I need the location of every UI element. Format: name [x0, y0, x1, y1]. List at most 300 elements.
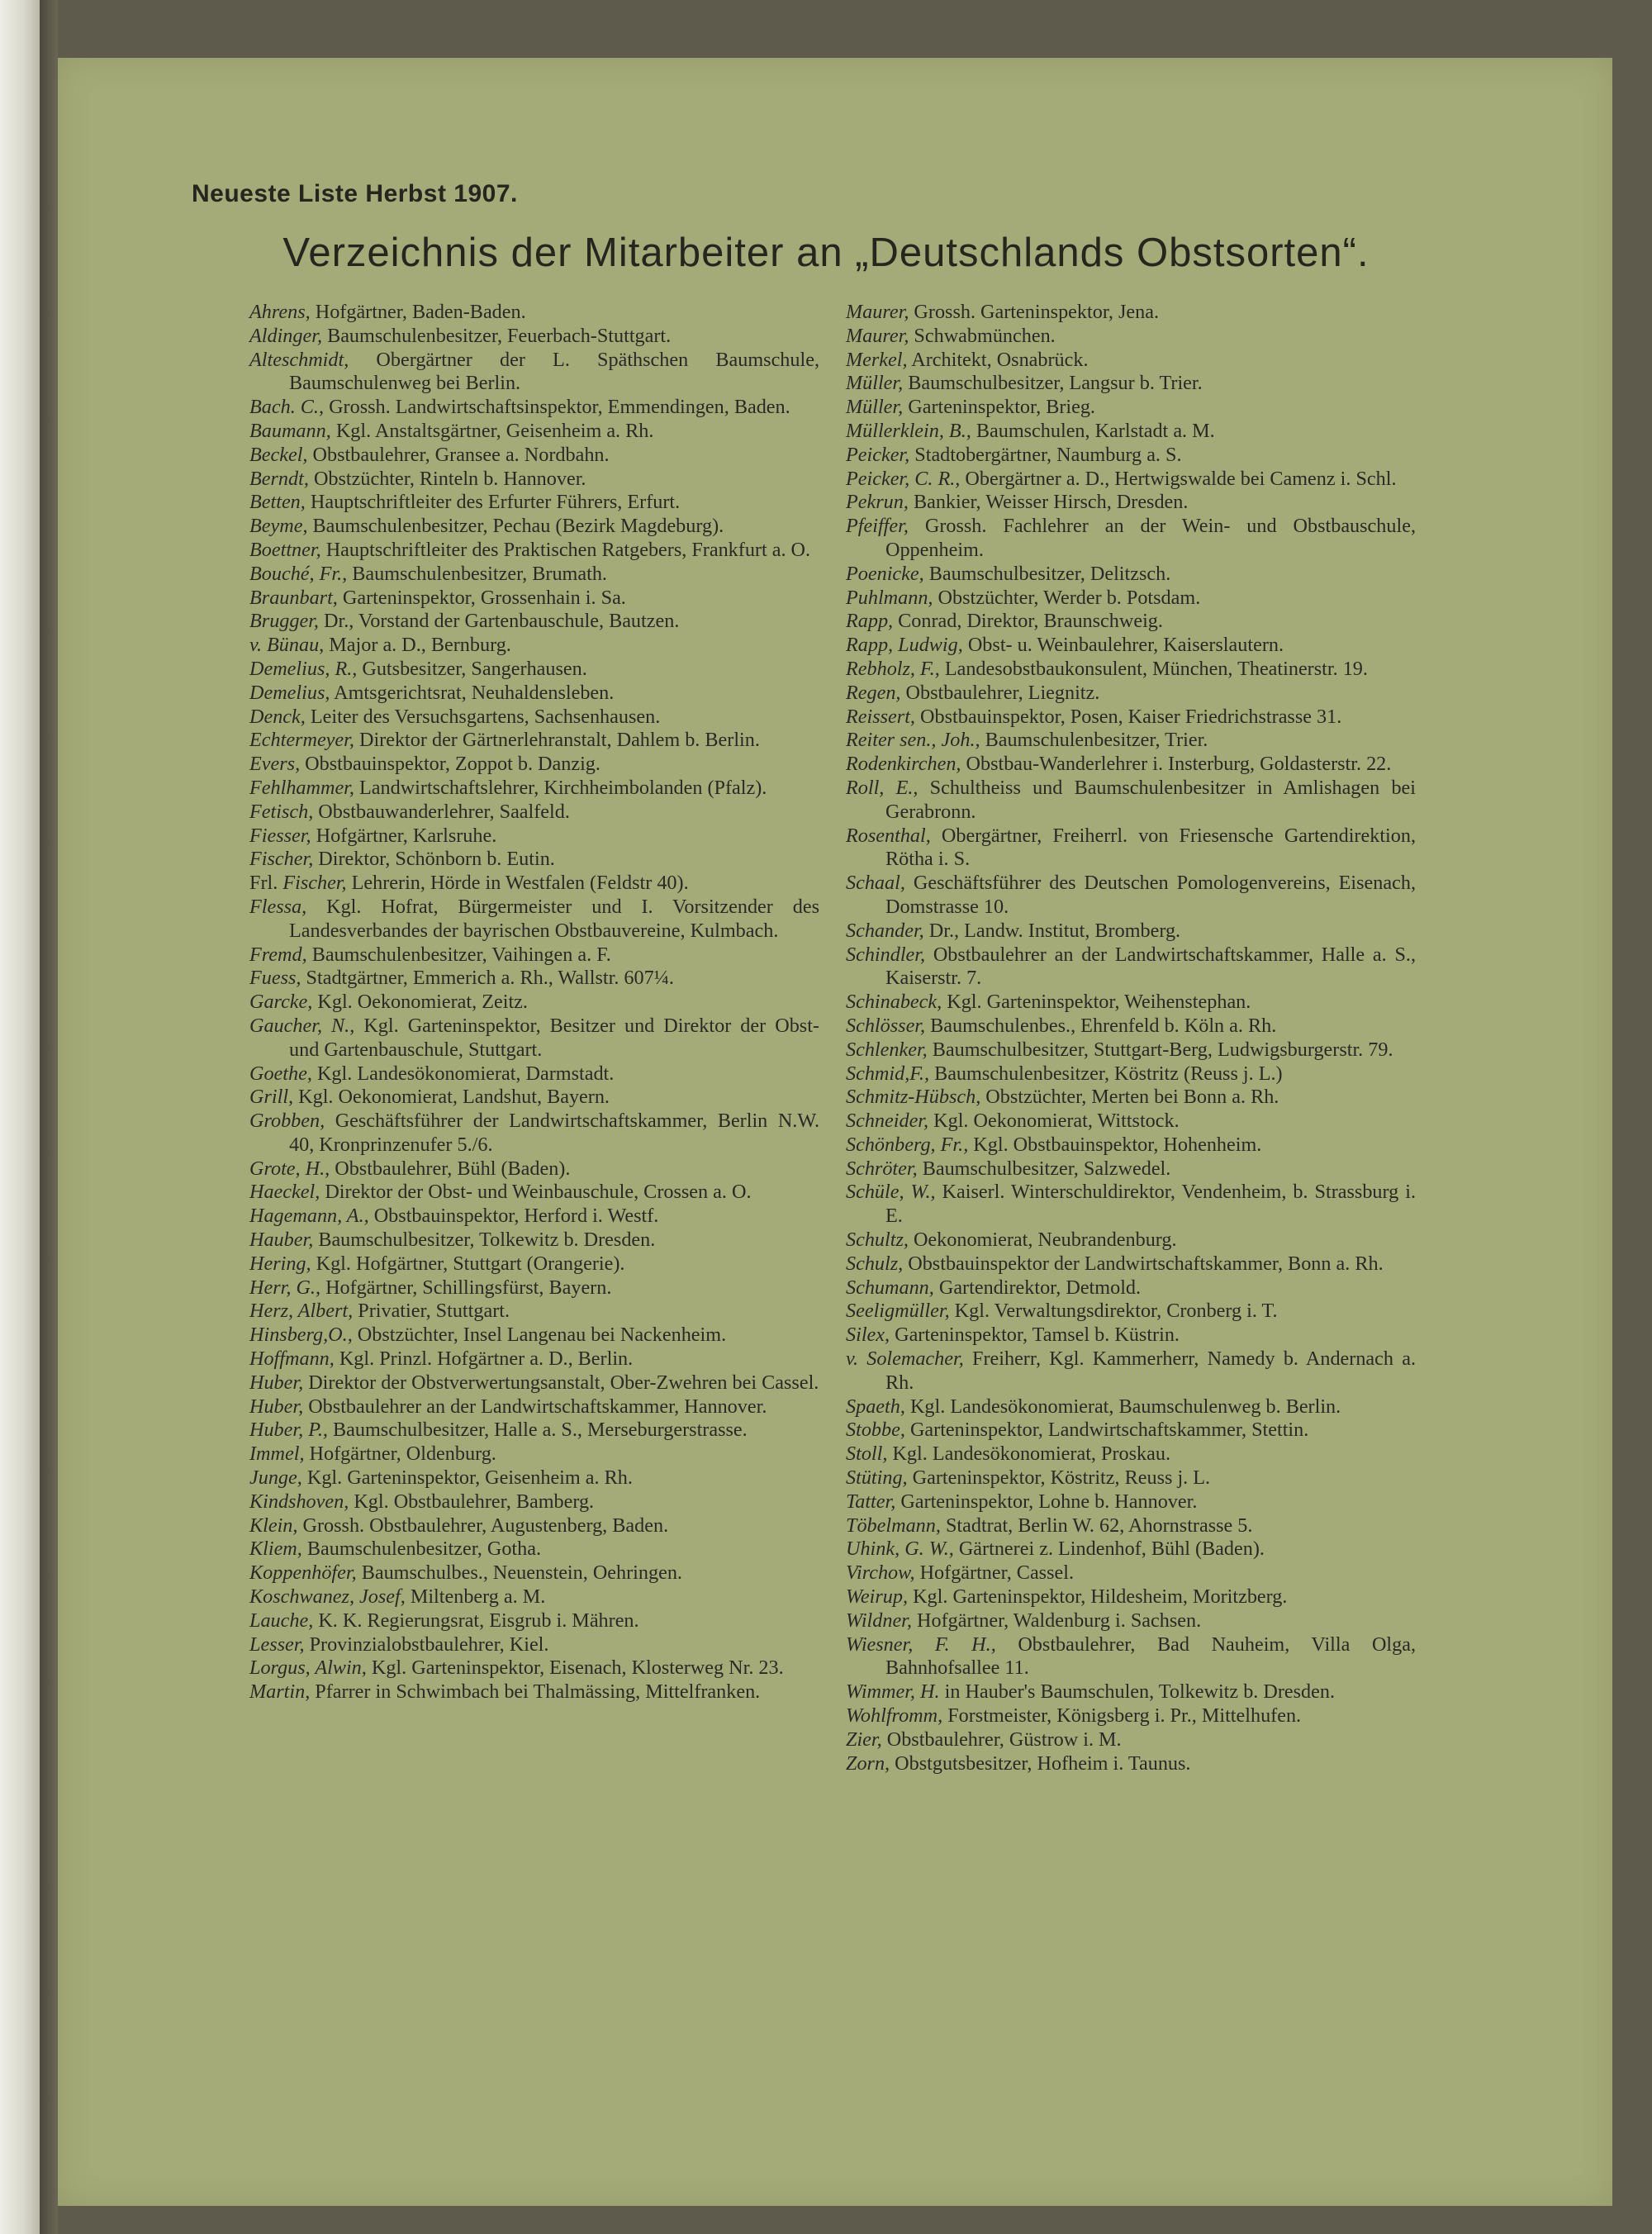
entry-name: Schneider,	[846, 1110, 929, 1133]
entry-details: Obstbauinspektor, Herford i. Westf.	[368, 1205, 659, 1228]
entry-details: Kgl. Oekonomierat, Wittstock.	[928, 1110, 1180, 1133]
left-column	[249, 301, 819, 1704]
entry-name: Maurer,	[846, 301, 909, 323]
list-item	[846, 372, 1416, 396]
list-item	[846, 872, 1416, 920]
list-item	[846, 1704, 1416, 1728]
entry-name: Schlösser,	[846, 1014, 926, 1037]
entry-name: Wohlfromm,	[846, 1704, 943, 1728]
list-item	[249, 848, 819, 872]
entry-name: Beckel,	[249, 443, 308, 466]
entry-details: Kgl. Anstaltsgärtner, Geisenheim a. Rh.	[330, 419, 654, 442]
entry-details: Baumschulbesitzer, Halle a. S., Merseburgerstrasse.	[327, 1419, 748, 1442]
entry-name: Haeckel,	[249, 1181, 320, 1204]
entry-name: Lauche,	[249, 1609, 314, 1632]
entry-details: Forstmeister, Königsberg i. Pr., Mittelhufen.	[942, 1704, 1302, 1728]
entry-name: Rapp, Ludwig,	[846, 634, 963, 657]
entry-details: Grossh. Garteninspektor, Jena.	[909, 301, 1160, 323]
entry-details: Grossh. Obstbaulehrer, Augustenberg, Baden.	[297, 1514, 669, 1537]
list-item	[846, 825, 1416, 872]
list-item	[249, 444, 819, 468]
list-item	[249, 658, 819, 682]
entry-name: Schander,	[846, 919, 924, 942]
entry-details: Baumschulenbesitzer, Trier.	[980, 729, 1208, 752]
entry-name: Schönberg, Fr.,	[846, 1133, 969, 1156]
list-item	[249, 468, 819, 492]
list-item	[846, 1752, 1416, 1776]
list-item	[846, 944, 1416, 991]
entry-name: Schlenker,	[846, 1038, 928, 1061]
entry-details: Geschäftsführer des Deutschen Pomologenvereins, Eisenach, Domstrasse 10.	[885, 872, 1416, 918]
list-item	[249, 1419, 819, 1443]
entry-name: Rebholz, F.,	[846, 657, 940, 680]
list-item	[846, 301, 1416, 325]
entry-name: Schulz,	[846, 1252, 904, 1275]
entry-details: Dr., Vorstand der Gartenbauschule, Bautzen.	[318, 610, 680, 633]
list-item	[249, 1680, 819, 1704]
entry-name: Denck,	[249, 705, 306, 728]
entry-name: Echtermeyer,	[249, 729, 354, 752]
entry-details: Garteninspektor, Brieg.	[903, 396, 1095, 419]
entry-details: Obstgutsbesitzer, Hofheim i. Taunus.	[890, 1752, 1191, 1775]
entry-name: Martin,	[249, 1680, 311, 1704]
list-item	[249, 1062, 819, 1086]
entry-name: Lorgus, Alwin,	[249, 1656, 367, 1680]
entry-name: Wiesner, F. H.,	[846, 1633, 996, 1656]
entry-name: Huber,	[249, 1395, 304, 1418]
entry-name: v. Solemacher,	[846, 1348, 964, 1371]
list-item	[846, 1419, 1416, 1443]
entry-name: Hoffmann,	[249, 1348, 335, 1371]
entry-name: Peicker,	[846, 443, 910, 466]
entry-details: Kgl. Garteninspektor, Besitzer und Direktor der Obst- und Gartenbauschule, Stuttgart.	[289, 1014, 819, 1061]
entry-name: Garcke,	[249, 991, 313, 1014]
entry-name: Poenicke,	[846, 562, 924, 585]
entry-details: Stadtgärtner, Emmerich a. Rh., Wallstr. 607¼.	[301, 967, 674, 990]
list-item	[249, 682, 819, 706]
entry-details: Provinzialobstbaulehrer, Kiel.	[304, 1633, 549, 1656]
entry-name: Demelius,	[249, 681, 330, 704]
entry-details: Hofgärtner, Oldenburg.	[304, 1443, 496, 1466]
entry-details: Obstbaulehrer an der Landwirtschaftskammer, Halle a. S., Kaiserstr. 7.	[885, 943, 1416, 990]
entry-name: Pfeiffer,	[846, 515, 909, 538]
entry-details: Gärtnerei z. Lindenhof, Bühl (Baden).	[953, 1538, 1265, 1561]
list-item	[249, 706, 819, 730]
entry-details: Kgl. Oekonomierat, Zeitz.	[312, 991, 528, 1014]
list-item	[846, 1680, 1416, 1704]
entry-name: Pekrun,	[846, 491, 909, 514]
entry-name: Schultz,	[846, 1229, 909, 1252]
list-item	[846, 1490, 1416, 1514]
list-item	[846, 634, 1416, 658]
entry-name: Fischer,	[282, 872, 347, 895]
entry-name: Roll, E.,	[846, 776, 919, 799]
entry-details: Kgl. Obstbaulehrer, Bamberg.	[349, 1490, 595, 1513]
page-title: Verzeichnis der Mitarbeiter an „Deutschlands Obstsorten“.	[282, 231, 1370, 275]
entry-name: Huber,	[249, 1371, 304, 1394]
list-item	[249, 1395, 819, 1419]
entry-details: Kgl. Garteninspektor, Hildesheim, Moritzberg.	[908, 1585, 1288, 1609]
list-item	[249, 872, 819, 896]
entry-name: Silex,	[846, 1324, 890, 1347]
entry-details: Baumschulenbes., Ehrenfeld b. Köln a. Rh.	[925, 1014, 1277, 1037]
entry-details: Landwirtschaftslehrer, Kirchheimbolanden (Pfalz).	[354, 776, 767, 799]
entry-name: Grill,	[249, 1086, 294, 1109]
entry-name: Grote, H.,	[249, 1157, 330, 1180]
entry-details: Obergärtner a. D., Hertwigswalde bei Camenz i. Schl.	[960, 467, 1397, 490]
list-item	[249, 1157, 819, 1181]
entry-details: Hauptschriftleiter des Praktischen Ratgebers, Frankfurt a. O.	[320, 538, 811, 561]
list-item	[249, 1110, 819, 1157]
list-item	[249, 1181, 819, 1205]
entry-details: Baumschulenbesitzer, Köstritz (Reuss j. L.)	[929, 1062, 1283, 1085]
list-item	[249, 1229, 819, 1252]
entry-details: Obstbauwanderlehrer, Saalfeld.	[313, 800, 570, 823]
entry-details: Freiherr, Kgl. Kammerherr, Namedy b. Andernach a. Rh.	[885, 1348, 1416, 1394]
list-item	[846, 682, 1416, 706]
list-item	[846, 1086, 1416, 1110]
list-item	[846, 1252, 1416, 1276]
list-item	[249, 777, 819, 801]
entry-details: Lehrerin, Hörde in Westfalen (Feldstr 40).	[346, 872, 689, 895]
entry-details: Direktor der Gärtnerlehranstalt, Dahlem b. Berlin.	[354, 729, 760, 752]
entry-details: Kaiserl. Winterschuldirektor, Vendenheim, b. Strassburg i. E.	[885, 1181, 1416, 1228]
entry-details: Baumschulbes., Neuenstein, Oehringen.	[356, 1561, 682, 1585]
list-item	[249, 825, 819, 848]
entry-name: Reissert,	[846, 705, 915, 728]
entry-name: Goethe,	[249, 1062, 312, 1085]
entry-name: Gaucher, N.,	[249, 1014, 355, 1037]
entry-details: Hofgärtner, Schillingsfürst, Bayern.	[320, 1276, 612, 1299]
entry-name: Schmid,F.,	[846, 1062, 930, 1085]
entry-details: Garteninspektor, Grossenhain i. Sa.	[337, 586, 626, 609]
list-item	[249, 967, 819, 991]
entry-name: Ahrens,	[249, 301, 311, 323]
list-item	[249, 1466, 819, 1490]
entry-name: Peicker, C. R.,	[846, 467, 961, 490]
list-item	[846, 658, 1416, 682]
entry-details: Kgl. Hofgärtner, Stuttgart (Orangerie).	[311, 1252, 625, 1275]
list-item	[846, 1229, 1416, 1252]
entry-details: Baumschulbesitzer, Langsur b. Trier.	[903, 372, 1203, 395]
entry-details: Obstbau-Wanderlehrer i. Insterburg, Goldasterstr. 22.	[961, 753, 1392, 776]
entry-details: Landesobstbaukonsulent, München, Theatinerstr. 19.	[939, 657, 1368, 680]
entry-details: Kgl. Verwaltungsdirektor, Cronberg i. T.	[949, 1300, 1278, 1323]
list-item	[846, 396, 1416, 420]
entry-name: Zier,	[846, 1728, 882, 1751]
entry-name: Stobbe,	[846, 1419, 905, 1442]
entry-details: Garteninspektor, Tamsel b. Küstrin.	[890, 1324, 1180, 1347]
list-item	[846, 1585, 1416, 1609]
entry-name: Bach. C.,	[249, 396, 325, 419]
list-item	[249, 420, 819, 444]
list-item	[249, 801, 819, 825]
entry-details: Kgl. Garteninspektor, Geisenheim a. Rh.	[301, 1466, 633, 1490]
list-item	[846, 349, 1416, 373]
entry-name: Müllerklein, B.,	[846, 419, 971, 442]
entry-details: Obstbaulehrer, Bühl (Baden).	[330, 1157, 571, 1180]
entry-details: Kgl. Prinzl. Hofgärtner a. D., Berlin.	[334, 1348, 634, 1371]
entry-details: Direktor der Obstverwertungsanstalt, Ober-Zwehren bei Cassel.	[303, 1371, 819, 1394]
list-item	[249, 1086, 819, 1110]
list-item	[846, 1300, 1416, 1324]
entry-details: Hofgärtner, Waldenburg i. Sachsen.	[911, 1609, 1202, 1632]
list-item	[846, 1157, 1416, 1181]
entry-name: Brugger,	[249, 610, 319, 633]
entry-details: Obstbaulehrer, Liegnitz.	[900, 681, 1100, 704]
book-binding-edge	[0, 0, 40, 2234]
entry-name: Schröter,	[846, 1157, 918, 1180]
list-item	[846, 1561, 1416, 1585]
list-item	[846, 1181, 1416, 1229]
list-item	[249, 1276, 819, 1300]
list-item	[846, 729, 1416, 753]
entry-details: Obstbauinspektor, Zoppot b. Danzig.	[300, 753, 601, 776]
entry-details: Gutsbesitzer, Sangerhausen.	[357, 657, 587, 680]
list-item	[846, 587, 1416, 611]
entry-name: Hering,	[249, 1252, 311, 1275]
entry-name: Schumann,	[846, 1276, 934, 1299]
entry-details: Hofgärtner, Baden-Baden.	[310, 301, 526, 323]
list-item	[846, 468, 1416, 492]
entry-details: Baumschulen, Karlstadt a. M.	[971, 419, 1215, 442]
entry-details: Baumschulbesitzer, Stuttgart-Berg, Ludwigsburgerstr. 79.	[927, 1038, 1393, 1061]
entry-name: Töbelmann,	[846, 1514, 941, 1537]
entry-details: Leiter des Versuchsgartens, Sachsenhausen.	[305, 705, 661, 728]
entry-details: Kgl. Landesökonomierat, Proskau.	[887, 1443, 1170, 1466]
entry-name: v. Bünau,	[249, 634, 325, 657]
entry-details: Obstbaulehrer an der Landwirtschaftskammer, Hannover.	[303, 1395, 767, 1418]
entry-name: Baumann,	[249, 419, 331, 442]
list-item	[846, 420, 1416, 444]
right-column	[846, 301, 1416, 1775]
entry-name: Boettner,	[249, 538, 321, 561]
entry-name: Virchow,	[846, 1561, 915, 1585]
entry-details: Obstbauinspektor, Posen, Kaiser Friedrichstrasse 31.	[914, 705, 1342, 728]
entry-name: Müller,	[846, 396, 904, 419]
entry-name: Fetisch,	[249, 800, 314, 823]
entry-details: Kgl. Landesökonomierat, Darmstadt.	[311, 1062, 615, 1085]
entry-name: Fremd,	[249, 943, 307, 966]
list-item	[249, 610, 819, 634]
entry-details: Grossh. Fachlehrer an der Wein- und Obstbauschule, Oppenheim.	[885, 515, 1416, 561]
entry-details: Obstzüchter, Merten bei Bonn a. Rh.	[980, 1086, 1279, 1109]
list-item	[249, 491, 819, 515]
entry-name: Müller,	[846, 372, 904, 395]
list-item	[846, 1062, 1416, 1086]
list-item	[846, 991, 1416, 1015]
entry-details: Baumschulenbesitzer, Brumath.	[347, 562, 607, 585]
entry-details: Stadtrat, Berlin W. 62, Ahornstrasse 5.	[940, 1514, 1253, 1537]
list-item	[846, 1348, 1416, 1395]
list-item	[846, 1039, 1416, 1062]
list-item	[846, 563, 1416, 587]
entry-details: Kgl. Obstbauinspektor, Hohenheim.	[968, 1133, 1262, 1156]
entry-details: Obstbaulehrer, Bad Nauheim, Villa Olga, Bahnhofsallee 11.	[885, 1633, 1417, 1680]
entry-name: Betten,	[249, 491, 306, 514]
list-item	[249, 1609, 819, 1633]
entry-details: Kgl. Hofrat, Bürgermeister und I. Vorsitzender des Landesverbandes der bayrischen Obstbauvereine, Kulmbach.	[289, 895, 819, 942]
list-item	[249, 1252, 819, 1276]
entry-name: Tatter,	[846, 1490, 896, 1513]
entry-name: Reiter sen., Joh.,	[846, 729, 980, 752]
list-item	[249, 1443, 819, 1466]
entry-name: Rapp,	[846, 610, 894, 633]
list-item	[249, 753, 819, 777]
list-item	[249, 301, 819, 325]
entry-name: Puhlmann,	[846, 586, 933, 609]
list-item	[249, 991, 819, 1015]
entry-name: Schüle, W.,	[846, 1181, 936, 1204]
entry-details: Baumschulenbesitzer, Vaihingen a. F.	[306, 943, 611, 966]
entry-details: Obstbaulehrer, Güstrow i. M.	[881, 1728, 1122, 1751]
list-item	[249, 396, 819, 420]
list-item	[846, 1466, 1416, 1490]
entry-details: Obstzüchter, Rinteln b. Hannover.	[308, 467, 586, 490]
binding-shadow	[40, 0, 58, 2234]
entry-details: Baumschulenbesitzer, Gotha.	[301, 1538, 542, 1561]
entry-details: Schultheiss und Baumschulenbesitzer in Amlishagen bei Gerabronn.	[885, 776, 1416, 823]
entry-details: Hauptschriftleiter des Erfurter Führers, Erfurt.	[305, 491, 681, 514]
list-item	[249, 1490, 819, 1514]
list-item	[846, 1443, 1416, 1466]
entry-details: Direktor, Schönborn b. Eutin.	[313, 848, 555, 871]
entry-details: K. K. Regierungsrat, Eisgrub i. Mähren.	[313, 1609, 639, 1632]
entry-details: Obstbaulehrer, Gransee a. Nordbahn.	[307, 443, 610, 466]
entry-details: Miltenberg a. M.	[405, 1585, 546, 1609]
entry-details: Architekt, Osnabrück.	[907, 348, 1089, 371]
list-item	[249, 944, 819, 967]
entry-name: Bouché, Fr.,	[249, 562, 348, 585]
list-item	[846, 777, 1416, 825]
list-item	[846, 1514, 1416, 1538]
entry-name: Beyme,	[249, 515, 308, 538]
list-item	[249, 1633, 819, 1657]
entry-name: Demelius, R.,	[249, 657, 358, 680]
entry-name: Seeligmüller,	[846, 1300, 950, 1323]
entry-details: Schwabmünchen.	[909, 324, 1056, 347]
list-item	[846, 1728, 1416, 1752]
list-item	[249, 634, 819, 658]
list-subtitle: Neueste Liste Herbst 1907.	[192, 180, 518, 207]
list-item	[846, 1609, 1416, 1633]
list-item	[249, 1585, 819, 1609]
entry-name: Grobben,	[249, 1110, 325, 1133]
entry-name: Rosenthal,	[846, 824, 931, 847]
list-item	[249, 1015, 819, 1062]
entry-name: Zorn,	[846, 1752, 890, 1775]
entry-name: Herr, G.,	[249, 1276, 321, 1299]
entry-name: Koschwanez, Josef,	[249, 1585, 406, 1609]
entry-name: Rodenkirchen,	[846, 753, 961, 776]
entry-name: Immel,	[249, 1443, 305, 1466]
entry-name: Stoll,	[846, 1443, 888, 1466]
entry-details: Hofgärtner, Karlsruhe.	[311, 824, 497, 847]
entry-details: Baumschulbesitzer, Delitzsch.	[923, 562, 1171, 585]
list-item	[846, 610, 1416, 634]
entry-prefix: Frl.	[249, 872, 283, 895]
entry-details: Pfarrer in Schwimbach bei Thalmässing, Mittelfranken.	[310, 1680, 761, 1704]
list-item	[249, 729, 819, 753]
entry-name: Stüting,	[846, 1466, 908, 1490]
entry-name: Junge,	[249, 1466, 302, 1490]
entry-name: Spaeth,	[846, 1395, 905, 1418]
list-item	[846, 1633, 1416, 1681]
entry-details: Garteninspektor, Köstritz, Reuss j. L.	[907, 1466, 1211, 1490]
entry-name: Maurer,	[846, 324, 909, 347]
entry-details: Garteninspektor, Lohne b. Hannover.	[895, 1490, 1198, 1513]
entry-name: Uhink, G. W.,	[846, 1538, 954, 1561]
entry-name: Evers,	[249, 753, 301, 776]
entry-name: Hagemann, A.,	[249, 1205, 369, 1228]
entry-details: Gartendirektor, Detmold.	[933, 1276, 1142, 1299]
entry-details: Geschäftsführer der Landwirtschaftskammer, Berlin N.W. 40, Kronprinzenufer 5./6.	[289, 1110, 819, 1156]
entry-details: Kgl. Garteninspektor, Eisenach, Klosterweg Nr. 23.	[366, 1656, 784, 1680]
list-item	[249, 1205, 819, 1229]
entry-details: Conrad, Direktor, Braunschweig.	[893, 610, 1163, 633]
list-item	[249, 515, 819, 539]
entry-name: Schindler,	[846, 943, 926, 966]
entry-name: Schinabeck,	[846, 991, 942, 1014]
list-item	[846, 1395, 1416, 1419]
entry-details: Garteninspektor, Landwirtschaftskammer, Stettin.	[904, 1419, 1309, 1442]
entry-details: Obstzüchter, Werder b. Potsdam.	[933, 586, 1201, 609]
list-item	[249, 1656, 819, 1680]
entry-details: Obergärtner der L. Späthschen Baumschule, Baumschulenweg bei Berlin.	[289, 348, 819, 395]
list-item	[249, 563, 819, 587]
entry-details: Kgl. Oekonomierat, Landshut, Bayern.	[293, 1086, 610, 1109]
list-item	[846, 1015, 1416, 1039]
entry-name: Hinsberg,O.,	[249, 1324, 353, 1347]
list-item	[846, 444, 1416, 468]
entry-details: Obergärtner, Freiherrl. von Friesensche Gartendirektion, Rötha i. S.	[885, 824, 1416, 871]
entry-details: Kgl. Landesökonomierat, Baumschulenweg b. Berlin.	[904, 1395, 1341, 1418]
entry-name: Fiesser,	[249, 824, 311, 847]
entry-name: Fuess,	[249, 967, 301, 990]
list-item	[846, 706, 1416, 730]
list-item	[249, 349, 819, 397]
entry-name: Regen,	[846, 681, 901, 704]
entry-details: Grossh. Landwirtschaftsinspektor, Emmendingen, Baden.	[324, 396, 790, 419]
entry-name: Berndt,	[249, 467, 309, 490]
list-item	[846, 753, 1416, 777]
entry-name: Herz, Albert,	[249, 1300, 354, 1323]
entry-details: Stadtobergärtner, Naumburg a. S.	[909, 443, 1182, 466]
list-item	[846, 1538, 1416, 1561]
entry-details: Major a. D., Bernburg.	[324, 634, 511, 657]
entry-details: in Hauber's Baumschulen, Tolkewitz b. Dresden.	[939, 1680, 1336, 1704]
entry-details: Baumschulenbesitzer, Pechau (Bezirk Magdeburg).	[307, 515, 724, 538]
entry-name: Lesser,	[249, 1633, 305, 1656]
entry-name: Koppenhöfer,	[249, 1561, 357, 1585]
entry-name: Braunbart,	[249, 586, 338, 609]
list-item	[846, 1134, 1416, 1157]
list-item	[249, 325, 819, 349]
entry-details: Baumschulbesitzer, Tolkewitz b. Dresden.	[313, 1229, 656, 1252]
entry-details: Bankier, Weisser Hirsch, Dresden.	[908, 491, 1189, 514]
entry-name: Flessa,	[249, 895, 307, 918]
list-item	[846, 1110, 1416, 1134]
list-item	[249, 1348, 819, 1371]
list-item	[249, 1538, 819, 1561]
entry-details: Baumschulbesitzer, Salzwedel.	[917, 1157, 1171, 1180]
entry-name: Schmitz-Hübsch,	[846, 1086, 981, 1109]
list-item	[249, 1300, 819, 1324]
entry-name: Kindshoven,	[249, 1490, 349, 1513]
list-item	[846, 515, 1416, 563]
entry-name: Schaal,	[846, 872, 905, 895]
entry-details: Kgl. Garteninspektor, Weihenstephan.	[942, 991, 1251, 1014]
